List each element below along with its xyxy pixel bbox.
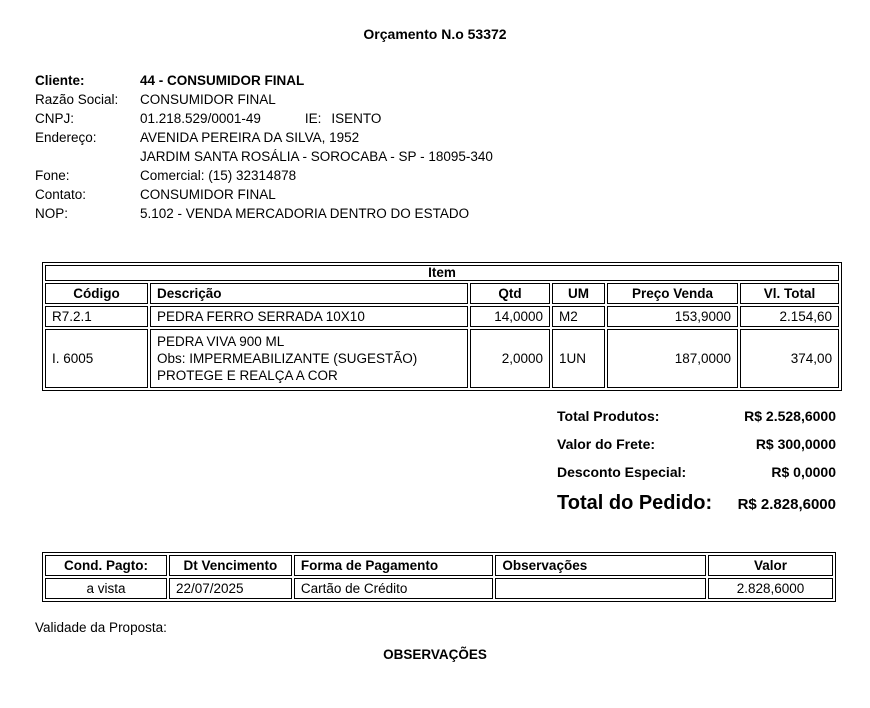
column-header-dt-vencimento: Dt Vencimento — [169, 555, 292, 576]
cell-forma-pagamento: Cartão de Crédito — [294, 578, 494, 599]
column-header-valor: Valor — [708, 555, 833, 576]
client-label: Razão Social: — [35, 92, 119, 107]
table-row — [45, 329, 839, 388]
descricao-line: PROTEGE E REALÇA A COR — [157, 368, 338, 383]
payment-table — [42, 552, 836, 602]
cell-preco-venda: 187,0000 — [607, 329, 738, 388]
desconto-especial-label: Desconto Especial: — [557, 464, 687, 480]
client-value: AVENIDA PEREIRA DA SILVA, 1952 — [140, 130, 360, 145]
cell-qtd: 14,0000 — [470, 306, 550, 327]
cell-um: M2 — [552, 306, 605, 327]
column-header-vl-total: Vl. Total — [740, 283, 839, 304]
client-label: Contato: — [35, 187, 87, 202]
totals-summary — [557, 408, 836, 514]
cell-vl-total: 374,00 — [740, 329, 839, 388]
client-label: Cliente: — [35, 73, 85, 88]
column-header-observacoes: Observações — [495, 555, 706, 576]
total-produtos-row — [557, 408, 836, 425]
cell-codigo: R7.2.1 — [45, 306, 148, 327]
client-value: 5.102 - VENDA MERCADORIA DENTRO DO ESTADO — [140, 206, 470, 221]
total-produtos-value: R$ 2.528,6000 — [744, 408, 836, 424]
item-table — [42, 262, 842, 391]
client-row-nop — [35, 204, 493, 223]
client-value: CONSUMIDOR FINAL — [140, 187, 276, 202]
table-row — [45, 306, 839, 327]
client-info — [35, 71, 493, 223]
column-header-preco-venda: Preço Venda — [607, 283, 738, 304]
client-row-razao-social — [35, 90, 493, 109]
client-row-endereco — [35, 128, 493, 147]
client-label: Fone: — [35, 168, 70, 183]
column-header-descricao: Descrição — [150, 283, 468, 304]
valor-frete-value: R$ 300,0000 — [755, 436, 836, 452]
payment-table-header-row — [45, 555, 833, 576]
client-row-cliente — [35, 71, 493, 90]
valor-frete-row — [557, 436, 836, 453]
item-section-header — [45, 265, 839, 281]
total-produtos-label: Total Produtos: — [557, 408, 660, 424]
client-row-endereco-2 — [35, 147, 493, 166]
cell-preco-venda: 153,9000 — [607, 306, 738, 327]
client-value: 44 - CONSUMIDOR FINAL — [140, 73, 305, 88]
column-header-forma-pagamento: Forma de Pagamento — [294, 555, 494, 576]
cell-vl-total: 2.154,60 — [740, 306, 839, 327]
desconto-especial-row — [557, 464, 836, 481]
item-section-title: Item — [45, 265, 839, 281]
client-row-fone — [35, 166, 493, 185]
cell-observacoes — [495, 578, 706, 599]
cell-qtd: 2,0000 — [470, 329, 550, 388]
cell-cond-pagto: a vista — [45, 578, 167, 599]
valor-frete-label: Valor do Frete: — [557, 436, 656, 452]
column-header-um: UM — [552, 283, 605, 304]
total-pedido-label: Total do Pedido: — [557, 492, 713, 514]
page-title: Orçamento N.o 53372 — [363, 26, 507, 42]
client-label: Endereço: — [35, 130, 97, 145]
column-header-qtd: Qtd — [470, 283, 550, 304]
client-row-cnpj — [35, 109, 493, 128]
cell-descricao — [150, 329, 468, 388]
cell-descricao: PEDRA FERRO SERRADA 10X10 — [150, 306, 468, 327]
cell-codigo: I. 6005 — [45, 329, 148, 388]
table-row — [45, 578, 833, 599]
descricao-line: PEDRA VIVA 900 ML — [157, 334, 285, 349]
client-value: CONSUMIDOR FINAL — [140, 92, 276, 107]
column-header-cond-pagto: Cond. Pagto: — [45, 555, 167, 576]
cell-um: 1UN — [552, 329, 605, 388]
client-value: 01.218.529/0001-49 — [140, 111, 261, 126]
client-value: Comercial: (15) 32314878 — [140, 168, 297, 183]
item-table-header-row — [45, 283, 839, 304]
desconto-especial-value: R$ 0,0000 — [771, 464, 836, 480]
cell-valor: 2.828,6000 — [708, 578, 833, 599]
observations-title: OBSERVAÇÕES — [383, 647, 487, 662]
total-pedido-row — [557, 492, 836, 514]
total-pedido-value: R$ 2.828,6000 — [737, 496, 836, 513]
validity-label: Validade da Proposta: — [35, 620, 167, 635]
column-header-codigo: Código — [45, 283, 148, 304]
client-value: JARDIM SANTA ROSÁLIA - SOROCABA - SP - 18095-340 — [140, 149, 493, 164]
cell-dt-vencimento: 22/07/2025 — [169, 578, 292, 599]
ie-label: IE: — [304, 111, 322, 126]
client-label: NOP: — [35, 206, 69, 221]
client-label: CNPJ: — [35, 111, 75, 126]
descricao-line: Obs: IMPERMEABILIZANTE (SUGESTÃO) — [157, 351, 418, 366]
client-row-contato — [35, 185, 493, 204]
ie-value: ISENTO — [331, 111, 382, 126]
